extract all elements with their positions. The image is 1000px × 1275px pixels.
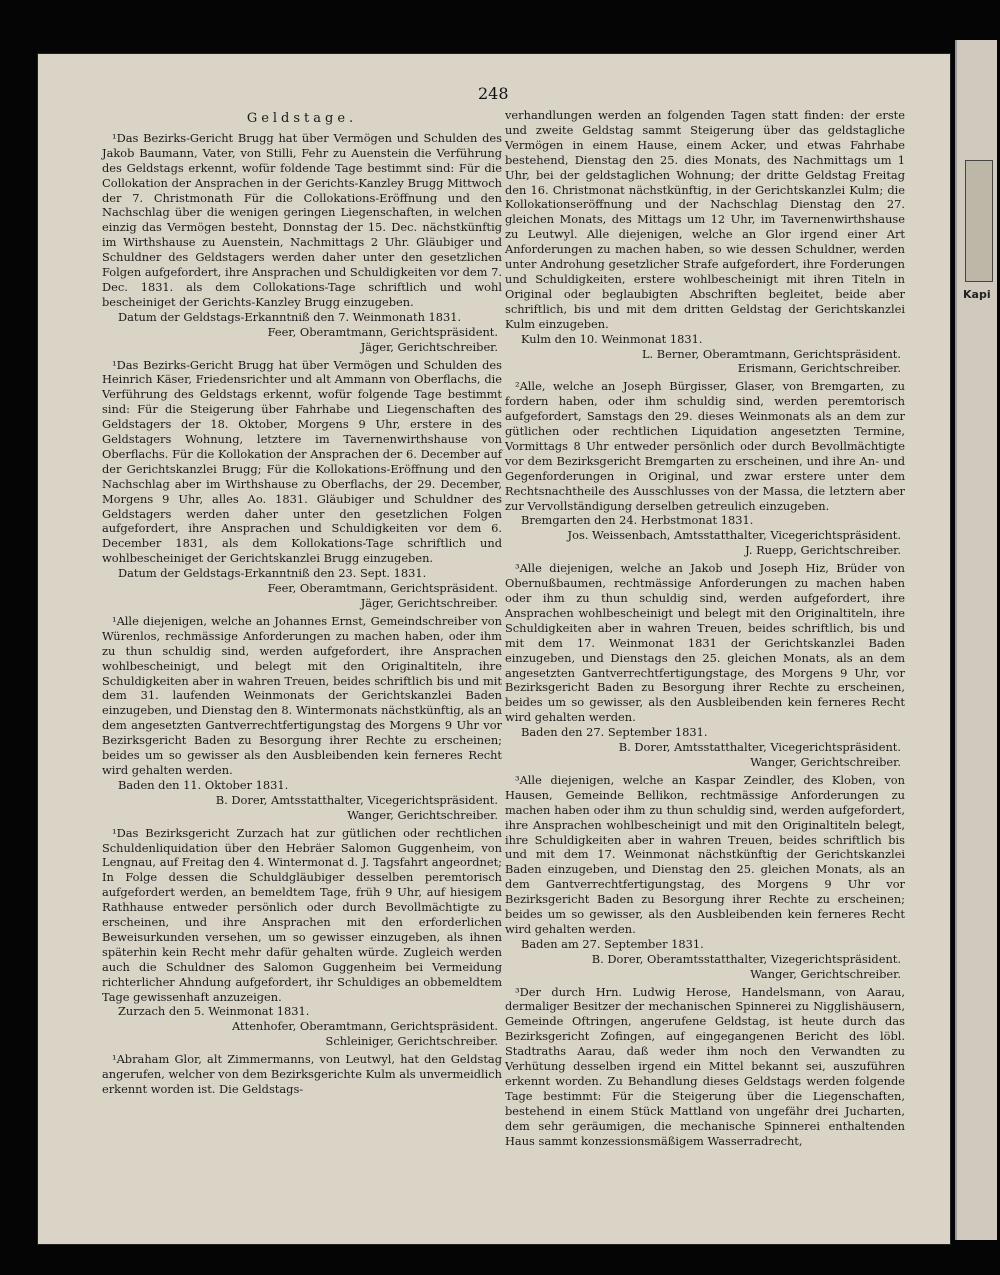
notice-dateline: Kulm den 10. Weinmonat 1831. <box>521 331 703 346</box>
adjacent-page-illustration <box>965 160 993 282</box>
right-column <box>505 108 905 1152</box>
notice-text: ¹Alle diejenigen, welche an Johannes Ernst, Gemeindschreiber von Würenlos, rechmässige Anforderungen zu machen haben, oder ihm zu thun schuldig sind, werden aufgefordert, ihre Ansprachen wohlbescheinigt, und belegt mit den Originaltiteln, ihre Schuldigkeiten aber in wahren Treuen, beides schriftlich bis und mit dem 31. laufenden Weinmonats der Gerichtskanzlei Baden einzugeben, und Dienstag den 8. Wintermonats nächstkünftig, als an dem angesetzten Gantverrechtfertigungstag des Morgens 9 Uhr vor Bezirksgericht Baden zu Besorgung ihrer Rechte zu erscheinen; beides um so gewisser als den Ausbleibenden kein ferneres Recht wird gehalten werden. <box>102 613 502 777</box>
notice-entry <box>102 358 502 611</box>
page-number: 248 <box>478 84 509 103</box>
notice-text: ³Der durch Hrn. Ludwig Herose, Handelsmann, von Aarau, dermaliger Besitzer der mechanischen Spinnerei zu Nigglishäusern, Gemeinde Oftringen, angerufene Geldstag, ist heute durch das Bezirksgericht Zofingen, auf eingegangenen Bericht des löbl. Stadtraths Aarau, daß weder ihm noch den Verwandten zu Verhütung desselben irgend ein Mittel bekannt sei, auszuführen erkennt worden. Zu Behandlung dieses Geldstags werden folgende Tage bestimmt: Für die Steigerung über die Liegenschaften, bestehend in einem Stück Mattland von ungefähr drei Jucharten, dem sehr geräumigen, die mechanische Spinnerei enthaltenden Haus sammt konzessionsmäßigem Wasserradrecht, <box>505 984 905 1148</box>
notice-entry <box>505 985 905 1149</box>
notice-signature-president: B. Dorer, Amtsstatthalter, Vicegerichtspräsident. <box>215 792 498 807</box>
notice-entry <box>102 131 502 355</box>
notice-dateline: Bremgarten den 24. Herbstmonat 1831. <box>521 513 754 528</box>
notice-signature-clerk: Schleiniger, Gerichtschreiber. <box>325 1034 498 1049</box>
adjacent-page-label: Kapi <box>963 288 991 301</box>
notice-entry <box>505 108 905 376</box>
left-column <box>102 108 502 1100</box>
notice-signature-clerk: Jäger, Gerichtschreiber. <box>360 339 498 354</box>
notice-entry <box>102 1052 502 1097</box>
notice-dateline: Baden den 11. Oktober 1831. <box>118 777 289 792</box>
notice-text: ³Alle diejenigen, welche an Jakob und Joseph Hiz, Brüder von Obernußbaumen, rechtmässige Anforderungen zu machen haben oder ihm zu thun schuldig sind, werden aufgefordert, ihre Ansprachen wohlbescheinigt und belegt mit den Originaltiteln, ihre Schuldigkeiten aber in wahren Treuen, beides schriftlich, bis und mit dem 17. Weinmonat 1831 der Gerichtskanzlei Baden einzugeben, und Dienstags den 25. gleichen Monats, als an dem angesetzten Gantverrechtfertigungstage, des Morgens 9 Uhr, vor Bezirksgericht Baden zu Besorgung ihrer Rechte zu erscheinen, beides um so gewisser, als den Ausbleibenden kein ferneres Recht wird gehalten werden. <box>505 561 905 725</box>
notice-dateline: Baden den 27. September 1831. <box>521 725 708 740</box>
section-heading: Geldstage. <box>246 111 358 126</box>
notice-entry <box>102 614 502 823</box>
notice-signature-president: Jos. Weissenbach, Amtsstatthalter, Vicegerichtspräsident. <box>567 528 901 543</box>
notice-text: ¹Das Bezirksgericht Zurzach hat zur gütlichen oder rechtlichen Schuldenliquidation über den Hebräer Salomon Guggenheim, von Lengnau, auf Freitag den 4. Wintermonat d. J. Tagsfahrt angeordnet; In Folge dessen die Schuldgläubiger desselben peremtorisch aufgefordert werden, an bemeldtem Tage, früh 9 Uhr, auf hiesigem Rathhause entweder persönlich oder durch Bevollmächtigte zu erscheinen, und ihre Ansprachen mit den erforderlichen Beweisurkunden versehen, um so gewisser einzugeben, als ihnen späterhin kein Recht mehr dafür gehalten würde. Zugleich werden auch die Schuldner des Salomon Guggenheim bei Vermeidung richterlicher Ahndung aufgefordert, ihr Schuldiges an obbemeldtem Tage gewissenhaft anzuzeigen. <box>102 825 502 1004</box>
notice-dateline: Zurzach den 5. Weinmonat 1831. <box>118 1004 310 1019</box>
notice-signature-clerk: J. Ruepp, Gerichtschreiber. <box>745 543 901 558</box>
notice-signature-clerk: Wanger, Gerichtschreiber. <box>750 754 901 769</box>
notice-text: ¹Das Bezirks-Gericht Brugg hat über Vermögen und Schulden des Heinrich Käser, Friedensrichter und alt Ammann von Oberflachs, die Verführung des Geldstags erkennt, wofür folgende Tage bestimmt sind: Für die Steigerung über Fahrhabe und Liegenschaften des Geldstagers der 18. Oktober, Morgens 9 Uhr, erstere in des Geldstagers Wohnung, letztere im Tavernenwirthshause von Oberflachs. Für die Kollokation der Ansprachen der 6. December auf der Gerichtskanzlei Brugg; Für die Kollokations-Eröffnung und den Nachschlag aber im Wirthshause zu Oberflachs, der 29. December, Morgens 9 Uhr, alles Ao. 1831. Gläubiger und Schuldner des Geldstagers werden daher unter den gesetzlichen Folgen aufgefordert, ihre Ansprachen und Schuldigkeiten vor dem 6. December 1831, als dem Kollokations-Tage schriftlich und wohlbescheiniget der Gerichtskanzlei Brugg einzugeben. <box>102 357 502 566</box>
notice-dateline: Datum der Geldstags-Erkanntniß den 7. Weinmonath 1831. <box>118 309 462 324</box>
notice-dateline: Baden am 27. September 1831. <box>521 936 704 951</box>
notice-signature-president: B. Dorer, Amtsstatthalter, Vicegerichtspräsident. <box>618 740 901 755</box>
notice-signature-clerk: Wanger, Gerichtschreiber. <box>347 807 498 822</box>
notice-dateline: Datum der Geldstags-Erkanntniß den 23. Sept. 1831. <box>118 566 427 581</box>
notice-text: ¹Das Bezirks-Gericht Brugg hat über Vermögen und Schulden des Jakob Baumann, Vater, von Stilli, Fehr zu Auenstein die Verführung des Geldstags erkennt, wofür foldende Tage bestimmt sind: Für die Collokation der Ansprachen in der Gerichts-Kanzley Brugg Mittwoch der 7. Christmonath Für die Collokations-Eröffnung und den Nachschlag über die wenigen geringen Liegenschaften, in welchen einzig das Vermögen besteht, Donnstag der 15. Dec. nächstkünftig im Wirthshause zu Auenstein, Nachmittags 2 Uhr. Gläubiger und Schuldner des Geldstagers werden daher unter den gesetzlichen Folgen aufgefordert, ihre Ansprachen und Schuldigkeiten vor dem 7. Dec. 1831. als dem Collokations-Tage schriftlich und wohl bescheiniget der Gerichts-Kanzley Brugg einzugeben. <box>102 130 502 309</box>
notice-signature-president: Feer, Oberamtmann, Gerichtspräsident. <box>267 581 498 596</box>
notice-text: ¹Abraham Glor, alt Zimmermanns, von Leutwyl, hat den Geldstag angerufen, welcher von dem Bezirksgerichte Kulm als unvermeidlich erkennt worden ist. Die Geldstags- <box>102 1052 502 1096</box>
notice-entry <box>505 379 905 558</box>
notice-signature-president: L. Berner, Oberamtmann, Gerichtspräsident. <box>641 346 901 361</box>
notice-text: ²Alle, welche an Joseph Bürgisser, Glaser, von Bremgarten, zu fordern haben, oder ihm schuldig sind, werden peremtorisch aufgefordert, Samstags den 29. dieses Weinmonats als an dem zur gütlichen oder rechtlichen Liquidation angesetzten Termine, Vormittags 8 Uhr entweder persönlich oder durch Bevollmächtigte vor dem Bezirksgericht Bremgarten zu erscheinen, und ihre An- und Gegenforderungen in Original, und zwar erstere unter dem Rechtsnachtheile des Ausschlusses von der Massa, die letztern aber zur Vervollständigung derselben getreulich einzugeben. <box>505 379 905 513</box>
adjacent-page-edge <box>955 40 997 1240</box>
notice-signature-president: B. Dorer, Oberamtsstatthalter, Vizegerichtspräsident. <box>591 951 901 966</box>
notice-entry <box>505 561 905 770</box>
notice-text: verhandlungen werden an folgenden Tagen statt finden: der erste und zweite Geldstag sammt Steigerung über das geldstagliche Vermögen in einem Hause, einem Acker, und etwas Fahrhabe bestehend, Dienstag den 25. dies Monats, des Nachmittags um 1 Uhr, bei der geldstaglichen Wohnung; der dritte Geldstag Freitag den 16. Christmonat nächstkünftig, in der Gerichtskanzlei Kulm; die Kollokationseröffnung und der Nachschlag Dienstag den 27. gleichen Monats, des Mittags um 12 Uhr, im Tavernenwirthshause zu Leutwyl. Alle diejenigen, welche an Glor irgend einer Art Anforderungen zu machen haben, so wie dessen Schuldner, werden unter Androhung gesetzlicher Strafe aufgefordert, ihre Forderungen und Schuldigkeiten, erstere wohlbescheinigt mit ihren Titeln in Original oder beglaubigten Abschriften begleitet, beide aber schriftlich, bis und mit dem dritten Geldstag der Gerichtskanzlei Kulm einzugeben. <box>505 108 905 331</box>
notice-signature-president: Attenhofer, Oberamtmann, Gerichtspräsident. <box>232 1019 498 1034</box>
notice-signature-clerk: Wanger, Gerichtschreiber. <box>750 966 901 981</box>
notice-signature-clerk: Jäger, Gerichtschreiber. <box>360 596 498 610</box>
notice-entry <box>102 826 502 1050</box>
notice-signature-clerk: Erismann, Gerichtschreiber. <box>737 361 901 376</box>
notice-text: ³Alle diejenigen, welche an Kaspar Zeindler, des Kloben, von Hausen, Gemeinde Bellikon, rechtmässige Anforderungen zu machen haben oder ihm zu thun schuldig sind, werden aufgefordert, ihre Ansprachen wohlbescheinigt und mit den Originaltiteln belegt, ihre Schuldigkeiten aber in wahren Treuen, beides schriftlich bis und mit dem 17. Weinmonat nächstkünftig der Gerichtskanzlei Baden einzugeben, und Dienstag den 25. gleichen Monats, als an dem Gantverrechtfertigungstag, des Morgens 9 Uhr vor Bezirksgericht Baden zu Besorgung ihrer Rechte zu erscheinen; beides um so gewisser, als den Ausbleibenden kein ferneres Recht wird gehalten werden. <box>505 772 905 936</box>
notice-entry <box>505 773 905 982</box>
notice-signature-president: Feer, Oberamtmann, Gerichtspräsident. <box>267 324 498 339</box>
